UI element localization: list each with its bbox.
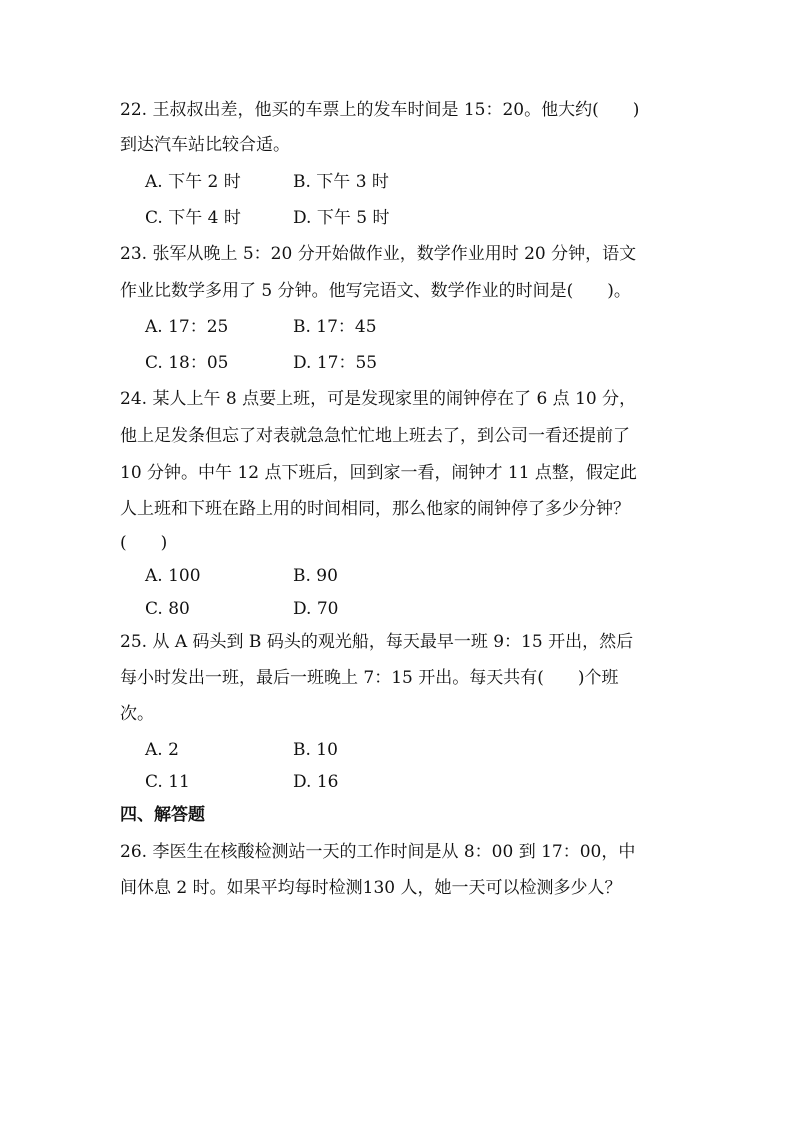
question-24-option-c: C. 80 (145, 599, 190, 619)
question-22-option-d: D. 下午 5 时 (293, 208, 390, 228)
question-25-line-1: 25. 从 A 码头到 B 码头的观光船，每天最早一班 9：15 开出，然后 (120, 632, 634, 652)
question-24-option-a: A. 100 (145, 566, 201, 586)
question-26-line-2: 间休息 2 时。如果平均每时检测130 人，她一天可以检测多少人？ (120, 878, 622, 898)
question-22-option-a: A. 下午 2 时 (145, 172, 241, 192)
question-22-line-1: 22. 王叔叔出差，他买的车票上的发车时间是 15：20。他大约( ) (120, 100, 640, 120)
question-22-option-c: C. 下午 4 时 (145, 208, 241, 228)
question-24-line-1: 24. 某人上午 8 点要上班，可是发现家里的闹钟停在了 6 点 10 分， (120, 389, 637, 409)
question-22-line-2: 到达汽车站比较合适。 (120, 135, 290, 155)
question-24-line-3: 10 分钟。中午 12 点下班后，回到家一看，闹钟才 11 点整，假定此 (120, 463, 637, 483)
question-22-option-b: B. 下午 3 时 (293, 172, 389, 192)
question-25-line-2: 每小时发出一班，最后一班晚上 7：15 开出。每天共有( )个班 (120, 668, 619, 688)
question-25-option-a: A. 2 (145, 740, 179, 760)
question-23-option-a: A. 17：25 (145, 317, 229, 337)
question-26-line-1: 26. 李医生在核酸检测站一天的工作时间是从 8：00 到 17：00，中 (120, 842, 636, 862)
question-23-line-1: 23. 张军从晚上 5：20 分开始做作业，数学作业用时 20 分钟，语文 (120, 244, 637, 264)
question-25-option-d: D. 16 (293, 772, 339, 792)
question-24-option-d: D. 70 (293, 599, 339, 619)
question-25-line-3: 次。 (120, 704, 154, 724)
question-24-line-2: 他上足发条但忘了对表就急急忙忙地上班去了，到公司一看还提前了 (120, 426, 630, 446)
question-23-option-b: B. 17：45 (293, 317, 377, 337)
question-23-option-d: D. 17：55 (293, 353, 378, 373)
question-25-option-c: C. 11 (145, 772, 190, 792)
question-23-option-c: C. 18：05 (145, 353, 229, 373)
section-heading: 四、解答题 (120, 805, 205, 825)
question-25-option-b: B. 10 (293, 740, 338, 760)
question-24-line-4: 人上班和下班在路上用的时间相同，那么他家的闹钟停了多少分钟？ (120, 499, 630, 519)
question-23-line-2: 作业比数学多用了 5 分钟。他写完语文、数学作业的时间是( )。 (120, 281, 631, 301)
question-24-answer-blank: ( ) (120, 533, 168, 553)
question-24-option-b: B. 90 (293, 566, 338, 586)
